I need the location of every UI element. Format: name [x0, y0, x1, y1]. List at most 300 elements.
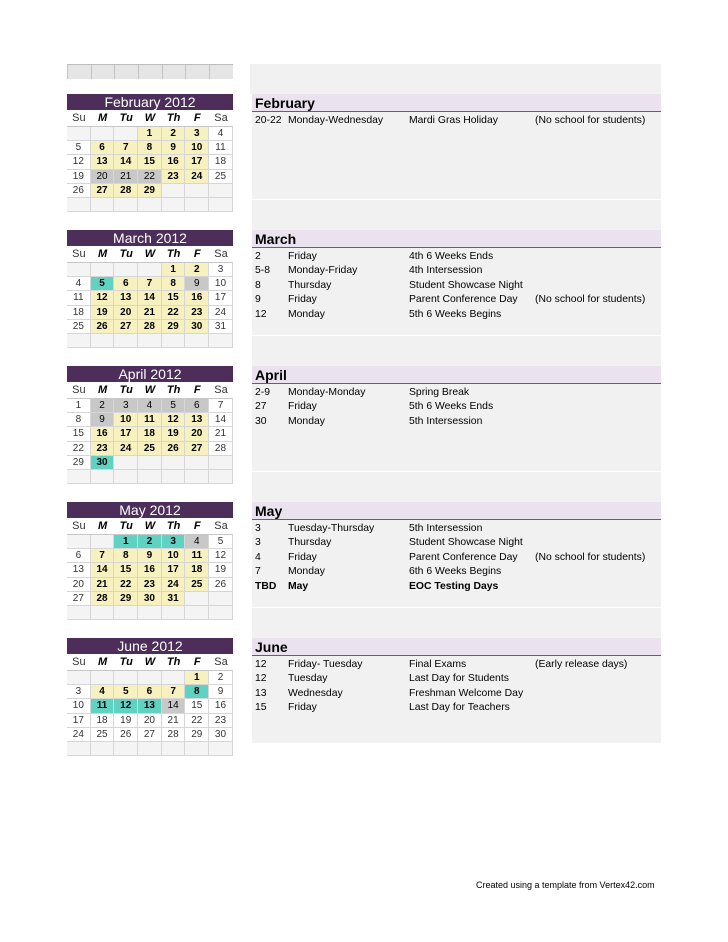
day-cell: 6 [67, 549, 91, 563]
event-date: 2 [255, 251, 261, 262]
day-cell: 5 [67, 141, 91, 155]
event-date: TBD [255, 580, 277, 592]
day-cell: 26 [67, 184, 91, 198]
weekday-label: Su [72, 248, 86, 260]
events-panel [252, 472, 661, 607]
event-name: 5th Intersession [409, 415, 483, 427]
month-block [0, 336, 728, 471]
weekday-label: Tu [119, 520, 133, 532]
day-cell [67, 127, 91, 141]
day-cell: 31 [162, 592, 186, 606]
column-gap [236, 64, 250, 199]
event-weekday: Friday [288, 251, 317, 262]
weekday-label: Th [166, 520, 181, 532]
day-cell: 8 [67, 413, 91, 427]
day-cell: 24 [67, 728, 91, 742]
day-cell: 15 [138, 155, 162, 169]
weekday-label: F [193, 656, 201, 668]
day-cell [138, 671, 162, 685]
weekday-header-row [67, 110, 233, 127]
day-cell: 30 [91, 456, 115, 470]
day-cell [114, 127, 138, 141]
event-date: 13 [255, 687, 267, 699]
day-cell: 12 [114, 699, 138, 713]
day-cell: 12 [91, 291, 115, 305]
day-cell: 1 [138, 127, 162, 141]
day-cell: 13 [185, 413, 209, 427]
mini-calendar-title-text: May 2012 [119, 502, 181, 518]
event-name: Mardi Gras Holiday [409, 115, 498, 126]
day-cell: 1 [162, 263, 186, 277]
day-cell [91, 742, 115, 756]
event-note: (Early release days) [535, 659, 628, 670]
weekday-label: Sa [214, 248, 228, 260]
day-cell: 18 [209, 155, 233, 169]
weekday-label: M [97, 384, 108, 396]
day-cell: 25 [209, 170, 233, 184]
weekday-label: Su [72, 112, 86, 124]
events-month-title: May [252, 502, 661, 520]
day-cell: 22 [185, 714, 209, 728]
day-cell [162, 742, 186, 756]
event-date: 7 [255, 566, 261, 578]
day-cell: 19 [162, 427, 186, 441]
mini-calendar-title-text: April 2012 [118, 366, 182, 382]
events-month-title: March [252, 230, 661, 248]
day-cell: 16 [185, 291, 209, 305]
event-weekday: Tuesday [288, 673, 328, 685]
day-cell: 10 [185, 141, 209, 155]
day-cell: 6 [138, 685, 162, 699]
day-cell: 11 [91, 699, 115, 713]
day-cell: 20 [185, 427, 209, 441]
day-cell: 4 [91, 685, 115, 699]
day-cell: 5 [209, 535, 233, 549]
day-cell [138, 263, 162, 277]
event-date: 3 [255, 523, 261, 534]
mini-calendar-title-text: March 2012 [113, 230, 187, 246]
day-cell: 20 [67, 578, 91, 592]
event-row [252, 250, 661, 264]
day-cell: 18 [138, 427, 162, 441]
day-cell: 12 [67, 155, 91, 169]
day-cell [185, 184, 209, 198]
event-row [252, 551, 661, 565]
day-cell: 2 [162, 127, 186, 141]
event-date: 9 [255, 294, 261, 306]
event-note: (No school for students) [535, 115, 646, 126]
mini-calendar [67, 94, 233, 212]
day-cell: 23 [91, 442, 115, 456]
day-cell: 21 [138, 306, 162, 320]
day-cell: 28 [114, 184, 138, 198]
event-name: EOC Testing Days [409, 580, 499, 592]
day-cell: 7 [114, 141, 138, 155]
events-list [252, 386, 661, 429]
mini-calendar-title [67, 230, 233, 246]
day-cell [162, 184, 186, 198]
event-name: Parent Conference Day [409, 294, 518, 306]
weekday-label: Th [166, 112, 181, 124]
day-cell: 13 [91, 155, 115, 169]
event-weekday: Wednesday [288, 687, 343, 699]
event-date: 27 [255, 401, 267, 413]
event-row [252, 264, 661, 278]
event-date: 5-8 [255, 265, 271, 277]
day-cell: 31 [209, 320, 233, 334]
day-cell: 24 [162, 578, 186, 592]
day-cell: 8 [185, 685, 209, 699]
day-cell: 26 [114, 728, 138, 742]
event-date: 20-22 [255, 115, 282, 126]
day-cell: 25 [67, 320, 91, 334]
weekday-label: F [193, 520, 201, 532]
column-gap [236, 336, 250, 471]
day-cell: 3 [67, 685, 91, 699]
column-gap [236, 472, 250, 607]
day-cell: 18 [185, 563, 209, 577]
day-cell: 16 [138, 563, 162, 577]
day-cell [67, 535, 91, 549]
weekday-header-row [67, 654, 233, 671]
event-weekday: Friday- Tuesday [288, 659, 363, 670]
day-cell: 19 [91, 306, 115, 320]
day-cell: 17 [209, 291, 233, 305]
weekday-label: Tu [119, 384, 133, 396]
event-date: 8 [255, 279, 261, 291]
event-row [252, 386, 661, 400]
day-cell: 17 [185, 155, 209, 169]
event-date: 12 [255, 659, 267, 670]
event-name: Parent Conference Day [409, 551, 518, 563]
day-cell: 22 [67, 442, 91, 456]
weekday-label: M [97, 656, 108, 668]
day-cell: 16 [162, 155, 186, 169]
events-list [252, 114, 661, 128]
weekday-label: Sa [214, 384, 228, 396]
weekday-label: Th [166, 248, 181, 260]
events-panel [252, 64, 661, 199]
day-cell: 21 [162, 714, 186, 728]
day-cell [91, 263, 115, 277]
event-name: Last Day for Students [409, 673, 509, 685]
day-cell: 1 [67, 399, 91, 413]
event-name: Last Day for Teachers [409, 702, 510, 714]
day-cell: 16 [91, 427, 115, 441]
day-cell: 19 [114, 714, 138, 728]
day-cell: 8 [138, 141, 162, 155]
day-cell: 9 [91, 413, 115, 427]
day-cell: 6 [114, 277, 138, 291]
weekday-label: Su [72, 656, 86, 668]
event-name: 5th 6 Weeks Begins [409, 308, 502, 320]
day-cell: 17 [114, 427, 138, 441]
day-cell [114, 263, 138, 277]
day-cell: 14 [114, 155, 138, 169]
weekday-label: W [144, 384, 156, 396]
event-row [252, 565, 661, 579]
events-month-title: June [252, 638, 661, 656]
day-cell: 28 [209, 442, 233, 456]
weekday-header-row [67, 382, 233, 399]
mini-calendar-title [67, 94, 233, 110]
day-cell: 28 [91, 592, 115, 606]
day-cell: 12 [162, 413, 186, 427]
day-cell: 24 [114, 442, 138, 456]
day-cell [91, 671, 115, 685]
day-cell: 10 [67, 699, 91, 713]
event-date: 30 [255, 415, 267, 427]
day-cell: 7 [162, 685, 186, 699]
mini-calendar [67, 366, 233, 484]
day-cell: 14 [162, 699, 186, 713]
event-row [252, 658, 661, 672]
day-cell: 28 [138, 320, 162, 334]
event-weekday: Thursday [288, 279, 332, 291]
day-cell: 14 [91, 563, 115, 577]
event-row [252, 308, 661, 322]
day-cell: 21 [114, 170, 138, 184]
day-cell [185, 456, 209, 470]
day-cell: 3 [209, 263, 233, 277]
day-cell [162, 671, 186, 685]
event-date: 15 [255, 702, 267, 714]
day-cell [209, 742, 233, 756]
event-weekday: Monday [288, 566, 325, 578]
day-cell: 13 [67, 563, 91, 577]
day-cell [138, 456, 162, 470]
day-cell [114, 742, 138, 756]
day-cell: 28 [162, 728, 186, 742]
day-cell: 26 [209, 578, 233, 592]
day-cell: 13 [138, 699, 162, 713]
day-cell: 10 [209, 277, 233, 291]
day-cell: 14 [209, 413, 233, 427]
mini-calendar [67, 230, 233, 348]
weekday-label: W [144, 112, 156, 124]
day-cell: 29 [185, 728, 209, 742]
day-cell: 2 [209, 671, 233, 685]
day-cell: 11 [138, 413, 162, 427]
day-cell [209, 184, 233, 198]
weekday-label: Sa [214, 520, 228, 532]
day-cell: 17 [162, 563, 186, 577]
event-row [252, 687, 661, 701]
event-note: (No school for students) [535, 294, 646, 306]
day-cell: 6 [185, 399, 209, 413]
day-cell: 3 [162, 535, 186, 549]
day-cell: 20 [114, 306, 138, 320]
event-weekday: May [288, 580, 309, 592]
day-cell: 18 [91, 714, 115, 728]
weekday-header-row [67, 518, 233, 535]
day-cell: 29 [67, 456, 91, 470]
day-cell: 26 [91, 320, 115, 334]
event-row [252, 114, 661, 128]
day-cell [209, 456, 233, 470]
day-cell: 14 [138, 291, 162, 305]
day-cell: 4 [67, 277, 91, 291]
weekday-label: Su [72, 384, 86, 396]
day-cell [91, 127, 115, 141]
event-date: 4 [255, 551, 261, 563]
day-cell: 5 [162, 399, 186, 413]
day-cell: 24 [185, 170, 209, 184]
event-row [252, 536, 661, 550]
event-weekday: Monday [288, 308, 325, 320]
day-cell: 18 [67, 306, 91, 320]
day-cell: 25 [91, 728, 115, 742]
day-cell: 15 [185, 699, 209, 713]
month-block [0, 472, 728, 607]
day-cell [114, 671, 138, 685]
day-cell: 10 [162, 549, 186, 563]
day-cell: 27 [138, 728, 162, 742]
weekday-label: Th [166, 656, 181, 668]
day-cell: 7 [91, 549, 115, 563]
template-credit: Created using a template from Vertex42.com [476, 880, 655, 890]
day-cell: 4 [209, 127, 233, 141]
event-date: 2-9 [255, 387, 271, 398]
day-cell: 11 [185, 549, 209, 563]
day-cell: 29 [114, 592, 138, 606]
day-cell: 22 [162, 306, 186, 320]
mini-calendar-title [67, 502, 233, 518]
mini-calendar [67, 638, 233, 756]
weekday-label: Tu [119, 656, 133, 668]
day-cell: 23 [185, 306, 209, 320]
day-cell: 7 [138, 277, 162, 291]
day-cell: 24 [209, 306, 233, 320]
weekday-label: F [193, 384, 201, 396]
events-panel [252, 608, 661, 743]
event-note: (No school for students) [535, 551, 646, 563]
event-row [252, 415, 661, 429]
day-cell: 21 [91, 578, 115, 592]
weekday-label: Sa [214, 656, 228, 668]
day-cell: 11 [209, 141, 233, 155]
mini-calendar-title-text: June 2012 [117, 638, 183, 654]
day-cell: 9 [162, 141, 186, 155]
event-weekday: Monday [288, 415, 325, 427]
event-name: Student Showcase Night [409, 537, 523, 549]
event-weekday: Monday-Monday [288, 387, 366, 398]
day-cell: 17 [67, 714, 91, 728]
day-cell: 10 [114, 413, 138, 427]
event-weekday: Monday-Wednesday [288, 115, 384, 126]
event-name: 4th Intersession [409, 265, 483, 277]
event-name: Final Exams [409, 659, 467, 670]
day-cell: 9 [138, 549, 162, 563]
day-cell: 20 [91, 170, 115, 184]
column-gap [236, 200, 250, 335]
day-cell [162, 456, 186, 470]
event-name: 6th 6 Weeks Begins [409, 566, 502, 578]
event-weekday: Friday [288, 401, 317, 413]
weekday-label: F [193, 248, 201, 260]
day-cell: 1 [114, 535, 138, 549]
day-cell: 23 [138, 578, 162, 592]
events-panel [252, 200, 661, 335]
event-weekday: Monday-Friday [288, 265, 358, 277]
day-cell [114, 456, 138, 470]
day-cell: 29 [138, 184, 162, 198]
day-cell: 7 [209, 399, 233, 413]
day-cell: 2 [185, 263, 209, 277]
events-list [252, 522, 661, 594]
event-date: 3 [255, 537, 261, 549]
weekday-header-row [67, 246, 233, 263]
month-block [0, 64, 728, 199]
day-cell: 3 [185, 127, 209, 141]
day-cell: 15 [114, 563, 138, 577]
day-cell: 23 [162, 170, 186, 184]
weekday-label: M [97, 520, 108, 532]
day-cell: 16 [209, 699, 233, 713]
events-panel [252, 336, 661, 471]
event-name: Student Showcase Night [409, 279, 523, 291]
event-name: 5th 6 Weeks Ends [409, 401, 494, 413]
day-cell: 27 [114, 320, 138, 334]
day-cell: 27 [67, 592, 91, 606]
mini-calendar-title-text: February 2012 [104, 94, 196, 110]
day-cell: 5 [91, 277, 115, 291]
column-gap [236, 608, 250, 743]
events-list [252, 250, 661, 322]
event-weekday: Thursday [288, 537, 332, 549]
event-weekday: Friday [288, 702, 317, 714]
day-cell: 30 [138, 592, 162, 606]
day-cell: 22 [138, 170, 162, 184]
day-cell: 30 [185, 320, 209, 334]
day-cell: 9 [185, 277, 209, 291]
mini-calendar-title [67, 638, 233, 654]
day-cell: 2 [138, 535, 162, 549]
day-cell: 12 [209, 549, 233, 563]
day-cell: 23 [209, 714, 233, 728]
day-cell: 19 [209, 563, 233, 577]
event-row [252, 672, 661, 686]
day-cell: 25 [138, 442, 162, 456]
event-row [252, 293, 661, 307]
day-cell: 6 [91, 141, 115, 155]
event-row [252, 279, 661, 293]
day-cell: 8 [114, 549, 138, 563]
weekday-label: M [97, 248, 108, 260]
event-weekday: Tuesday-Thursday [288, 523, 375, 534]
day-cell: 30 [209, 728, 233, 742]
weekday-label: W [144, 656, 156, 668]
event-row [252, 580, 661, 594]
event-name: 4th 6 Weeks Ends [409, 251, 494, 262]
day-cell: 9 [209, 685, 233, 699]
weekday-label: Th [166, 384, 181, 396]
day-grid [67, 671, 233, 756]
event-weekday: Friday [288, 551, 317, 563]
event-name: 5th Intersession [409, 523, 483, 534]
weekday-label: Tu [119, 248, 133, 260]
weekday-label: Su [72, 520, 86, 532]
day-cell: 27 [185, 442, 209, 456]
mini-calendar-title [67, 366, 233, 382]
weekday-label: Tu [119, 112, 133, 124]
day-cell [138, 742, 162, 756]
month-block [0, 200, 728, 335]
day-cell [209, 592, 233, 606]
day-cell: 4 [185, 535, 209, 549]
day-cell: 15 [67, 427, 91, 441]
day-cell: 22 [114, 578, 138, 592]
